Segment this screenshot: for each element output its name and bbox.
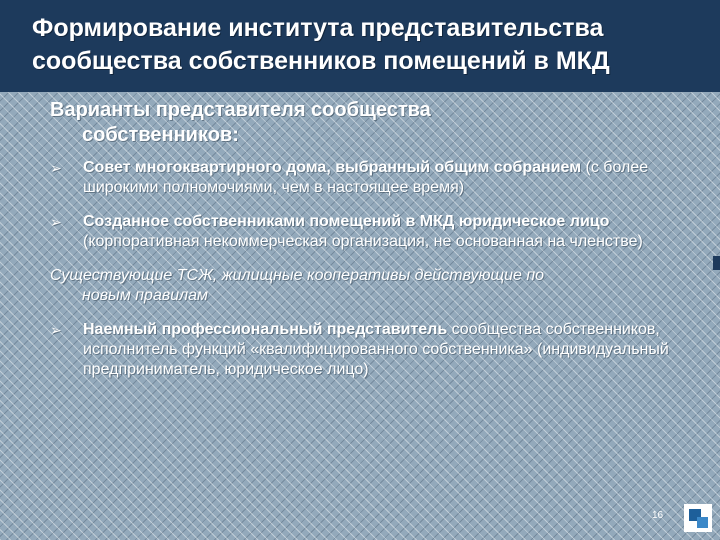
slide-title: Формирование института представительства сообщества собственников помещений в МКД bbox=[32, 14, 610, 75]
subheading-line-2: собственников: bbox=[82, 124, 239, 146]
list-item bbox=[50, 158, 690, 198]
list-item-bold: Наемный профессиональный представитель bbox=[83, 321, 448, 338]
subheading-line-1: Варианты представителя сообщества bbox=[50, 99, 431, 121]
square-logo-icon bbox=[684, 504, 712, 532]
list-item-text: сообщества собственников, исполнитель функций «квалифицированного собственника» (индивидуальный предприниматель, юридическое лицо) bbox=[83, 321, 669, 378]
italic-note bbox=[50, 266, 690, 306]
edge-marker bbox=[713, 256, 720, 270]
list-item-text: (с более широкими полномочиями, чем в настоящее время) bbox=[83, 159, 649, 196]
list-item-bold: Совет многоквартирного дома, выбранный общим собранием bbox=[83, 159, 582, 176]
list-item-bold: Созданное собственниками помещений в МКД юридическое лицо bbox=[83, 213, 610, 230]
italic-note-line-2: новым правилам bbox=[82, 287, 208, 304]
page-number: 16 bbox=[652, 510, 664, 521]
logo-square-light bbox=[697, 517, 708, 528]
arrow-bullet-icon: ➢ bbox=[50, 322, 62, 338]
arrow-bullet-icon: ➢ bbox=[50, 160, 62, 176]
list-item bbox=[50, 320, 690, 380]
arrow-bullet-icon: ➢ bbox=[50, 214, 62, 230]
list-item-text: (корпоративная некоммерческая организация, не основанная на членстве) bbox=[83, 233, 643, 250]
subheading bbox=[50, 98, 690, 148]
italic-note-line-1: Существующие ТСЖ, жилищные кооперативы действующие по bbox=[50, 267, 545, 284]
list-item bbox=[50, 212, 690, 252]
slide-content bbox=[50, 94, 690, 394]
title-bar bbox=[0, 0, 720, 92]
